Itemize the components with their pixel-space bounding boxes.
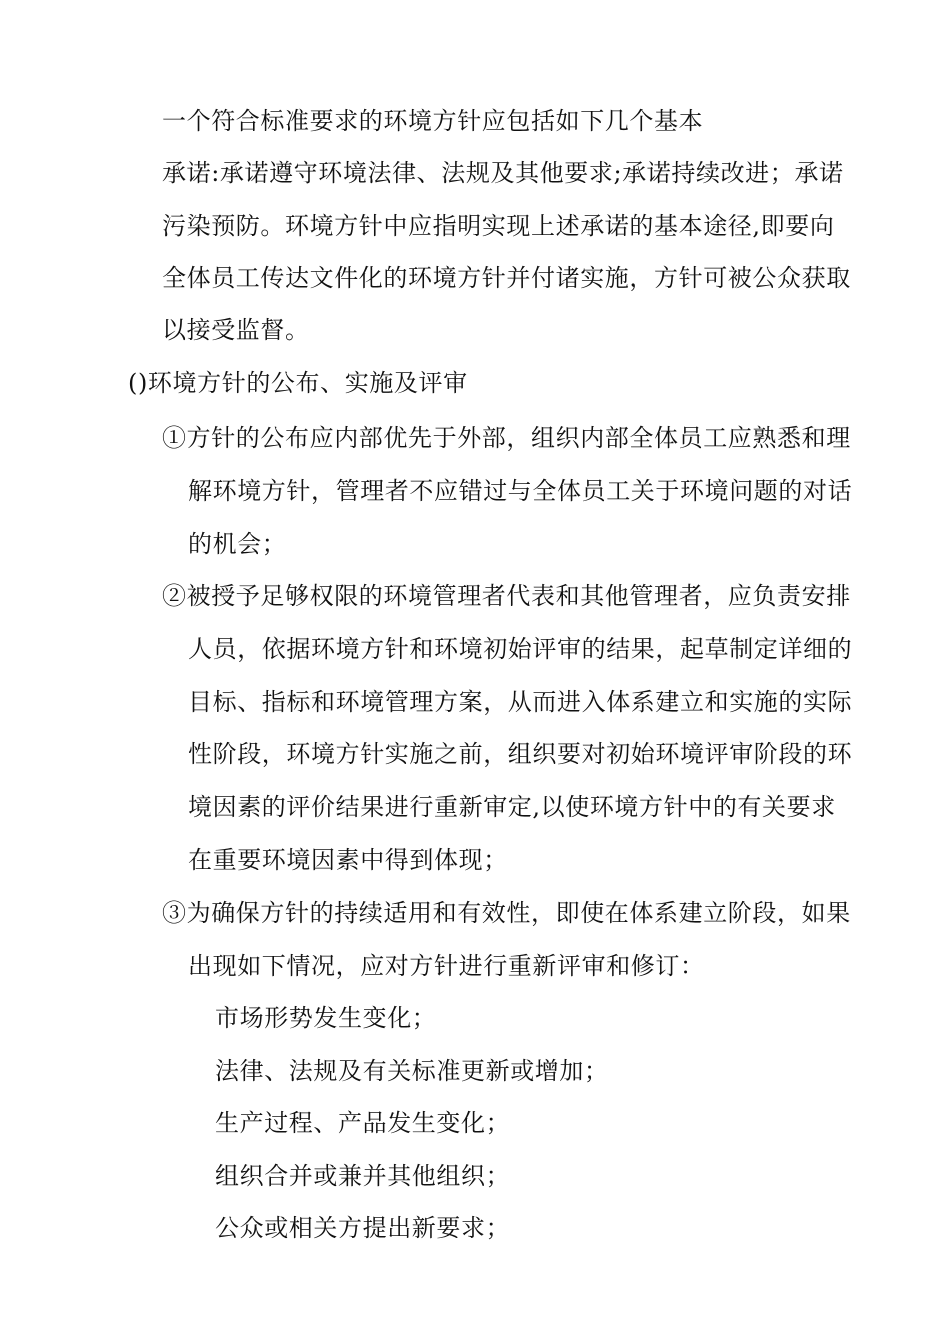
intro-line: 全体员工传达文件化的环境方针并付诸实施，方针可被公众获取 [162,264,851,292]
item-2-line: ②被授予足够权限的环境管理者代表和其他管理者，应负责安排 [162,582,851,610]
item-1-line: ①方针的公布应内部优先于外部，组织内部全体员工应熟悉和理 [162,424,851,452]
intro-line: 一个符合标准要求的环境方针应包括如下几个基本 [162,107,704,135]
item-2-line: 在重要环境因素中得到体现； [188,846,508,874]
item-1-line: 的机会； [188,530,287,558]
intro-line: 以接受监督。 [162,316,310,344]
item-2-line: 性阶段，环境方针实施之前，组织要对初始环境评审阶段的环 [188,740,853,768]
item-2-line: 人员，依据环境方针和环境初始评审的结果，起草制定详细的 [188,635,853,663]
condition-item: 法律、法规及有关标准更新或增加； [215,1057,609,1085]
item-1-line: 解环境方针，管理者不应错过与全体员工关于环境问题的对话 [188,477,853,505]
condition-item: 生产过程、产品发生变化； [215,1109,511,1137]
item-2-line: 目标、指标和环境管理方案，从而进入体系建立和实施的实际 [188,688,853,716]
condition-item: 组织合并或兼并其他组织； [215,1162,511,1190]
intro-line: 承诺:承诺遵守环境法律、法规及其他要求;承诺持续改进；承诺 [162,159,844,187]
section-heading: ()环境方针的公布、实施及评审 [128,369,468,397]
item-2-line: 境因素的评价结果进行重新审定,以使环境方针中的有关要求 [188,793,836,821]
condition-item: 公众或相关方提出新要求； [215,1214,511,1242]
condition-item: 市场形势发生变化； [215,1004,437,1032]
intro-line: 污染预防。环境方针中应指明实现上述承诺的基本途径,即要向 [162,212,835,240]
item-3-line: ③为确保方针的持续适用和有效性，即使在体系建立阶段，如果 [162,899,851,927]
item-3-line: 出现如下情况，应对方针进行重新评审和修订： [188,952,705,980]
